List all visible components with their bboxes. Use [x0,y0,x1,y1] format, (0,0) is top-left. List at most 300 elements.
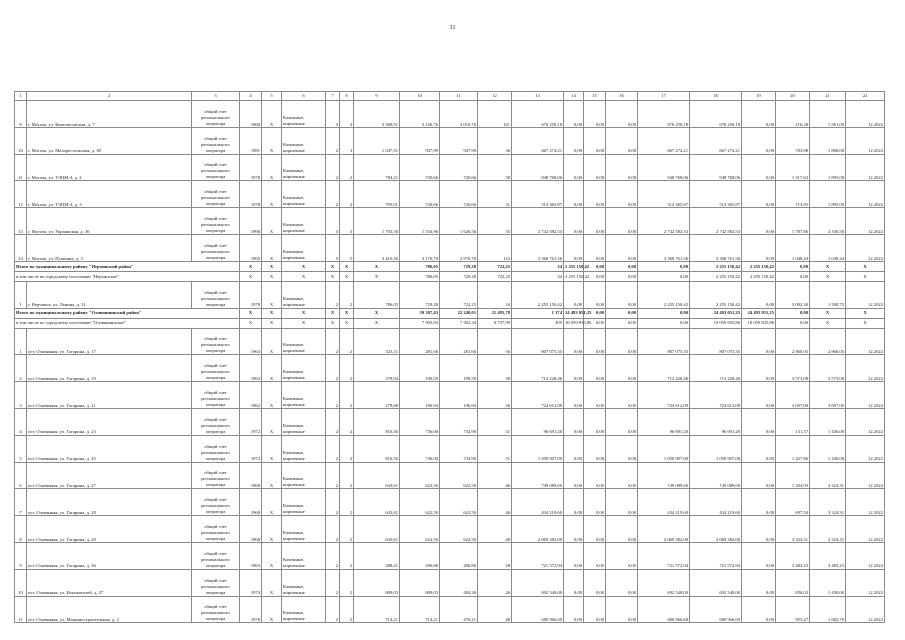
table-cell: 1 048,44 [776,234,810,261]
table-cell: 38 [478,154,512,181]
table-row [15,516,885,543]
row-label: в том числе по городскому поселению "Нерчинское" [15,271,240,281]
table-cell: 0,00 [606,234,638,261]
table-cell: 0,00 [638,271,690,281]
table-cell: Х [262,596,282,623]
table-cell: общий счет регионального оператора [192,382,240,409]
table-cell: Х [846,318,885,328]
table-cell: 10 059 835,86 [742,318,776,328]
table-cell: 2 [326,408,340,435]
table-cell: 12.2022 [846,382,885,409]
table-cell: 721 572,94 [512,542,564,569]
table-cell: 0,00 [564,355,584,382]
table-cell: общий счет регионального оператора [192,101,240,128]
table-cell: 2 255 150,42 [742,271,776,281]
table-cell: 1 050 907,00 [690,435,742,462]
table-cell: Х [240,261,262,271]
table-cell: 0,00 [742,569,776,596]
table-cell: Каменные, кирпичные [282,382,326,409]
table-cell: Х [262,435,282,462]
table-cell: 0,00 [742,489,776,516]
table-cell: пгт. Оловянная, ул. Гагарина, д. 28 [27,489,192,516]
table-cell: 281,66 [400,328,440,355]
table-cell: 434 219,60 [638,489,690,516]
table-cell: 10 [15,127,27,154]
table-cell: пгт. Оловянная, ул. Гагарина, д. 25 [27,435,192,462]
table-cell: 0,00 [606,542,638,569]
table-cell: 676 250,18 [690,101,742,128]
table-cell: 3 368 761,56 [512,234,564,261]
table-cell: 1 050 907,00 [512,435,564,462]
table-cell: 729,28 [400,281,440,308]
table-cell: 703,88 [776,127,810,154]
table-cell: 2 [326,542,340,569]
table-cell: Х [326,261,340,271]
table-cell: пгт. Оловянная, ул. Машиностроительная, д. 2 [27,596,192,623]
table-cell: 141 [478,101,512,128]
table-cell: Х [282,308,326,318]
table-cell: 856,02 [776,569,810,596]
table-row [15,435,885,462]
table-cell: 8 [15,516,27,543]
table-cell: 2 [340,181,354,208]
column-number: 16 [606,92,638,101]
table-cell: Каменные, кирпичные [282,328,326,355]
table-cell: 0,00 [742,435,776,462]
table-cell: 281,66 [440,328,478,355]
table-cell: 2 [326,355,340,382]
district-total-row [15,261,885,271]
table-cell: 786,05 [354,281,400,308]
table-cell: 514 365,87 [638,181,690,208]
table-cell: 3 [326,101,340,128]
table-cell: 3 324,31 [776,516,810,543]
table-cell: 131,37 [776,408,810,435]
table-cell: 0,00 [564,408,584,435]
table-cell: 2 [15,355,27,382]
table-cell: 1965 [240,234,262,261]
table-cell: 947,99 [440,127,478,154]
table-cell: 6 [15,462,27,489]
table-cell: 0,00 [564,154,584,181]
table-cell: 734,90 [440,435,478,462]
table-cell: 12.2022 [846,569,885,596]
settlement-subtotal-row [15,318,885,328]
table-cell: 720,66 [400,181,440,208]
table-cell: 2 [340,489,354,516]
table-cell: 0,00 [584,408,606,435]
table-cell: 948 768,06 [638,154,690,181]
table-cell: Х [262,234,282,261]
table-cell: 1 050 907,00 [638,435,690,462]
table-cell: 46 [478,462,512,489]
table-cell: 514 365,87 [512,181,564,208]
table-cell: 643,61 [354,462,400,489]
table-cell: 0,00 [564,181,584,208]
table-cell: 12.2022 [846,154,885,181]
table-cell: 2 255 150,42 [742,261,776,271]
table-cell: Каменные, кирпичные [282,181,326,208]
table-cell: 10 [15,569,27,596]
table-row [15,355,885,382]
table-cell: общий счет регионального оператора [192,234,240,261]
table-cell: 676 250,18 [638,101,690,128]
table-cell: 667 274,21 [638,127,690,154]
table-cell: 0,00 [742,127,776,154]
table-cell: 0,00 [584,281,606,308]
table-cell: Х [262,462,282,489]
column-number: 8 [340,92,354,101]
table-cell: 96 691,20 [512,408,564,435]
table-cell: 736,00 [400,435,440,462]
table-cell: 1 047,91 [354,127,400,154]
table-cell: 24 493 051,25 [564,308,584,318]
table-cell: 12.2022 [846,408,885,435]
table-cell: 2 255 150,42 [690,271,742,281]
table-cell: 12.2022 [846,542,885,569]
table-cell: Х [340,318,354,328]
table-cell: 1 895,00 [810,154,846,181]
table-cell: 0,00 [638,308,690,318]
table-cell: Х [354,261,400,271]
table-cell: пгт. Оловянная, ул. Гагарина, д. 27 [27,462,192,489]
table-cell: 1 436,00 [810,435,846,462]
table-cell: Х [810,271,846,281]
column-number: 17 [638,92,690,101]
table-cell: 3 176,70 [400,234,440,261]
table-cell: 697,54 [776,489,810,516]
table-cell: 721 572,94 [638,542,690,569]
table-cell: г. Могоча, ул. Малорестальская, д. 38 [27,127,192,154]
table-cell: 1963 [240,542,262,569]
table-cell: 3 [340,127,354,154]
table-cell: 7 302,34 [440,318,478,328]
table-cell: Х [240,271,262,281]
table-cell: 2 069 382,00 [690,516,742,543]
table-cell: 0,00 [742,462,776,489]
table-cell: пгт. Оловянная, ул. Изыскателей, д. 27 [27,569,192,596]
table-cell: Х [846,271,885,281]
table-cell: 622,50 [400,462,440,489]
table-cell: 476,21 [440,596,478,623]
table-cell: Х [262,355,282,382]
table-cell: 1976 [240,596,262,623]
table-cell: 0,00 [564,127,584,154]
district-total-row [15,308,885,318]
table-cell: общий счет регионального оператора [192,569,240,596]
table-cell: 734,90 [440,408,478,435]
table-cell: 1 626,56 [440,208,478,235]
table-cell: 0,00 [742,208,776,235]
table-cell: 722,25 [478,271,512,281]
table-cell: 0,00 [606,154,638,181]
table-cell: 676 250,18 [512,101,564,128]
column-number: 20 [776,92,810,101]
table-row [15,181,885,208]
table-cell: 720,66 [440,181,478,208]
table-cell: 0,00 [564,328,584,355]
table-cell: 0,00 [606,408,638,435]
table-row [15,542,885,569]
table-cell: 1 317,63 [776,154,810,181]
table-cell: общий счет регионального оператора [192,154,240,181]
table-row [15,208,885,235]
table-cell: 0,00 [606,181,638,208]
table-row [15,154,885,181]
table-cell: Каменные, кирпичные [282,281,326,308]
table-cell: 3 697,00 [810,382,846,409]
table-row [15,101,885,128]
table-cell: 206,86 [440,542,478,569]
table-cell: 0,00 [606,489,638,516]
table-cell: 0,00 [606,516,638,543]
table-cell: 96 691,20 [638,408,690,435]
table-cell: 3 [326,208,340,235]
table-cell: 1 868,00 [810,127,846,154]
table-cell: 622,50 [440,489,478,516]
table-cell: Х [354,318,400,328]
table-cell: 2 866,05 [776,328,810,355]
table-cell: 0,00 [606,318,638,328]
table-cell: Х [262,281,282,308]
table-cell: Х [810,261,846,271]
table-cell: 0,00 [584,596,606,623]
table-cell: 1968 [240,462,262,489]
table-cell: Х [240,308,262,318]
table-cell: 722,25 [478,261,512,271]
table-cell: 0,00 [742,234,776,261]
table-cell: Х [240,318,262,328]
table-cell: Х [262,208,282,235]
table-cell: 2 255 150,42 [690,261,742,271]
table-cell: 0,00 [564,542,584,569]
table-cell: 1974 [240,569,262,596]
table-cell: 1 [15,328,27,355]
table-cell: Х [326,308,340,318]
table-cell: 0,00 [742,181,776,208]
table-cell: 48 [478,596,512,623]
table-cell: 0,00 [606,596,638,623]
table-cell: 729,28 [440,271,478,281]
table-cell: 9 [15,542,27,569]
table-cell: Каменные, кирпичные [282,355,326,382]
table-cell: 4 [15,408,27,435]
table-cell: общий счет регионального оператора [192,181,240,208]
row-label: Итого по муниципальному району "Оловяннинский район" [15,308,240,318]
table-cell: Каменные, кирпичные [282,127,326,154]
table-cell: 24 493 051,25 [690,308,742,318]
table-cell: 667 274,21 [512,127,564,154]
table-cell: Х [326,271,340,281]
column-number: 10 [400,92,440,101]
table-cell: 12.2022 [846,234,885,261]
table-cell: 12.2022 [846,462,885,489]
table-cell: пгт. Оловянная, ул. Гагарина, д. 19 [27,355,192,382]
table-cell: 1978 [240,154,262,181]
table-cell: 0,00 [606,328,638,355]
table-cell: 3 573,08 [810,355,846,382]
table-cell: 816,56 [354,435,400,462]
table-cell: общий счет регионального оператора [192,462,240,489]
table-cell: 11 [15,596,27,623]
table-cell: 12.2022 [846,596,885,623]
table-cell: 1 895,00 [810,181,846,208]
table-cell: 0,00 [584,261,606,271]
table-cell: Каменные, кирпичные [282,234,326,261]
table-cell: 0,00 [742,328,776,355]
table-row [15,462,885,489]
table-cell: 953,47 [776,596,810,623]
table-cell: 3 368 761,56 [690,234,742,261]
table-cell: 0,00 [742,101,776,128]
table-cell: 0,00 [584,234,606,261]
table-cell: 36 [478,127,512,154]
column-number: 2 [27,92,192,101]
table-cell: 0,00 [564,281,584,308]
table-cell: пгт. Оловянная, ул. Гагарина, д. 23 [27,408,192,435]
table-cell: Х [340,308,354,318]
table-cell: 3 126,76 [400,101,440,128]
table-cell: 0,00 [564,516,584,543]
table-cell: 1978 [240,181,262,208]
table-cell: 56 [478,328,512,355]
column-number: 9 [354,92,400,101]
header-row [15,92,885,101]
table-cell: 2 [340,542,354,569]
table-cell: 31 [478,181,512,208]
column-number: 22 [846,92,885,101]
table-cell: 0,00 [564,489,584,516]
table-cell: 1972 [240,435,262,462]
table-cell: 2 [326,435,340,462]
table-row [15,489,885,516]
table-cell: 278,94 [354,355,400,382]
table-cell: общий счет регионального оператора [192,355,240,382]
table-cell: 31 [478,435,512,462]
table-cell: 2 255 150,42 [638,281,690,308]
table-cell: 786,05 [400,271,440,281]
table-cell: Х [810,308,846,318]
table-cell: 12.2022 [846,181,885,208]
table-cell: 2 255 150,42 [564,271,584,281]
table-cell: 749 089,60 [638,462,690,489]
column-number: 15 [584,92,606,101]
table-cell: Каменные, кирпичные [282,408,326,435]
table-cell: 0,00 [584,355,606,382]
table-cell: 3 483,23 [776,542,810,569]
table-cell: 199,59 [400,355,440,382]
table-cell: 12 [15,181,27,208]
table-cell: 12.2022 [846,328,885,355]
table-cell: 48 [478,516,512,543]
table-cell: общий счет регионального оператора [192,328,240,355]
table-cell: 0,00 [584,462,606,489]
table-cell: 1 787,86 [776,208,810,235]
table-cell: 722,25 [440,281,478,308]
table-cell: 22 240,01 [440,308,478,318]
table-cell: 622,50 [400,489,440,516]
page-number: 31 [449,25,456,31]
table-cell: 692 540,00 [638,569,690,596]
table-cell: 0,00 [584,181,606,208]
table-cell: 38 [478,355,512,382]
table-cell: 0,00 [776,308,810,318]
table-cell: Х [262,542,282,569]
table-cell: 643,61 [354,516,400,543]
table-cell: Х [262,516,282,543]
table-cell: 0,00 [584,101,606,128]
column-number: 5 [262,92,282,101]
table-row [15,281,885,308]
table-cell: 2 [340,462,354,489]
table-cell: 495 [512,318,564,328]
table-cell: 434 219,60 [512,489,564,516]
table-row [15,234,885,261]
table-cell: 1963 [240,355,262,382]
table-cell: 809,03 [400,569,440,596]
table-cell: 1 534,96 [400,208,440,235]
table-cell: 0,00 [564,596,584,623]
table-cell: пгт. Оловянная, ул. Гагарина, д. 17 [27,328,192,355]
table-cell: 7 [15,489,27,516]
table-cell: 680 966,60 [690,596,742,623]
table-cell: 0,00 [742,355,776,382]
table-cell: 199,59 [440,355,478,382]
table-cell: 816,56 [354,408,400,435]
table-cell: 749 089,60 [512,462,564,489]
table-row [15,127,885,154]
table-cell: 0,00 [584,271,606,281]
table-cell: 0,00 [564,569,584,596]
table-cell: 724 612,09 [690,382,742,409]
table-cell: 0,00 [564,101,584,128]
table-cell: 3 330,50 [810,208,846,235]
table-cell: Каменные, кирпичные [282,462,326,489]
table-cell: 2 [326,516,340,543]
table-cell: 0,00 [584,489,606,516]
table-cell: 2 [340,408,354,435]
table-cell: 12.2022 [846,489,885,516]
table-cell: 692 540,00 [512,569,564,596]
table-cell: 749 089,60 [690,462,742,489]
table-cell: 5 [326,234,340,261]
table-cell: Х [282,271,326,281]
table-cell: Х [846,261,885,271]
table-cell: 0,00 [742,154,776,181]
table-cell: 2 [340,569,354,596]
table-cell: Каменные, кирпичные [282,435,326,462]
table-cell: Х [262,181,282,208]
table-cell: Х [354,271,400,281]
table-cell: 0,00 [606,569,638,596]
table-cell: 724 612,09 [638,382,690,409]
table-cell: 713 228,46 [512,355,564,382]
table-cell: 0,00 [564,234,584,261]
table-cell: общий счет регионального оператора [192,542,240,569]
table-cell: 31 [478,408,512,435]
table-cell: 736,00 [400,408,440,435]
table-cell: 3 573,08 [776,355,810,382]
table-cell: 692 540,00 [690,569,742,596]
table-cell: 1 049,44 [810,234,846,261]
table-cell: 0,00 [584,516,606,543]
table-cell: 3 483,23 [810,542,846,569]
table-cell: 0,00 [742,516,776,543]
table-cell: Х [262,261,282,271]
table-cell: Каменные, кирпичные [282,542,326,569]
table-cell: 28 [478,542,512,569]
table-cell: 0,00 [584,127,606,154]
